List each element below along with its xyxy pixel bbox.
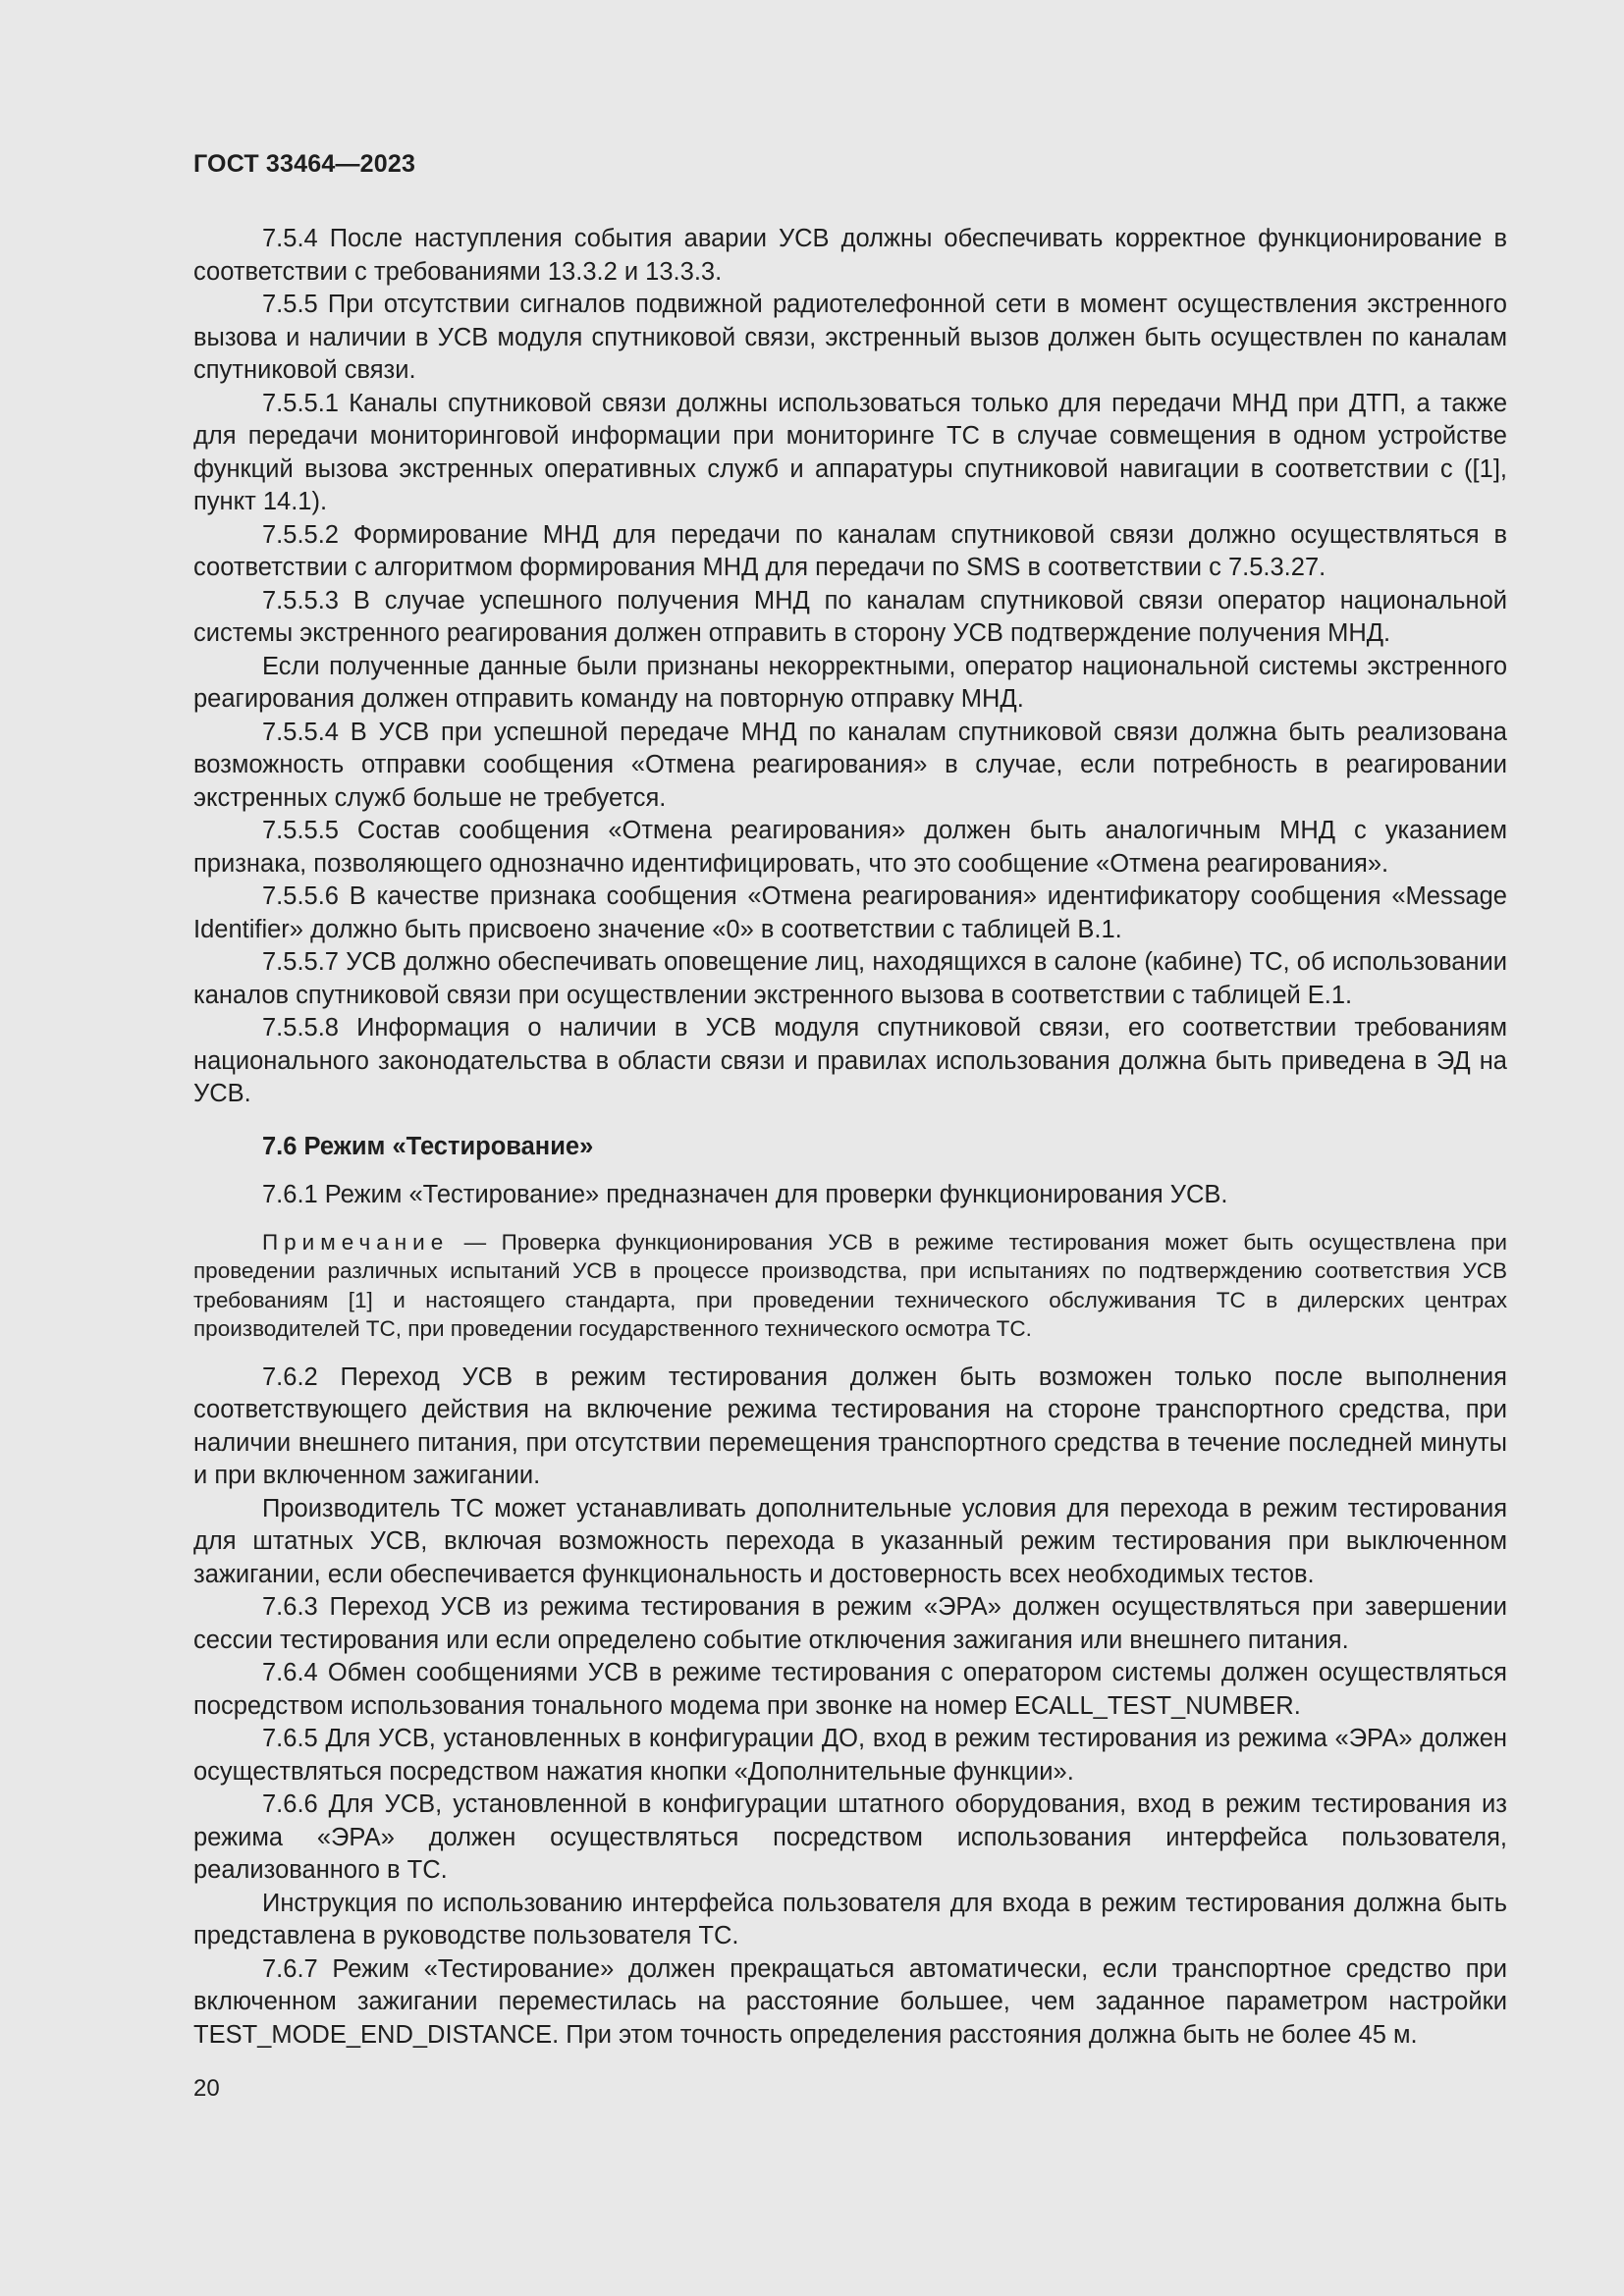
paragraph-7-6-3: 7.6.3 Переход УСВ из режима тестирования в режим «ЭРА» должен осуществляться при завершении сессии тестирования или если определено событие отключения зажигания или внешнего питания. xyxy=(193,1593,1507,1654)
paragraph-7-5-4: 7.5.4 После наступления события аварии УСВ должны обеспечивать корректное функционирование в соответствии с требованиями 13.3.2 и 13.3.3. xyxy=(193,225,1507,286)
paragraph-7-6-6-continued: Инструкция по использованию интерфейса пользователя для входа в режим тестирования должна быть представлена в руководстве пользователя ТС. xyxy=(193,1889,1507,1949)
paragraph-7-5-5-8: 7.5.5.8 Информация о наличии в УСВ модуля спутниковой связи, его соответствии требованиям национального законодательства в области связи и правилах использования должна быть приведена в ЭД на УСВ. xyxy=(193,1014,1507,1107)
paragraph-7-6-2-continued: Производитель ТС может устанавливать дополнительные условия для перехода в режим тестирования для штатных УСВ, включая возможность перехода в указанный режим тестирования при выключенном зажигании, если обеспечивается функциональность и достоверность всех необходимых тестов. xyxy=(193,1494,1507,1588)
paragraph-7-6-7: 7.6.7 Режим «Тестирование» должен прекращаться автоматически, если транспортное средство при включенном зажигании переместилась на расстояние большее, чем заданное параметром настройки TEST_MODE_END_DISTANCE. При этом точность определения расстояния должна быть не более 45 м. xyxy=(193,1954,1507,2049)
note-paragraph xyxy=(193,1228,1507,1344)
paragraph-7-6-4: 7.6.4 Обмен сообщениями УСВ в режиме тестирования с оператором системы должен осуществляться посредством использования тонального модема при звонке на номер ECALL_TEST_NUMBER. xyxy=(193,1659,1507,1720)
paragraph-7-5-5-3: 7.5.5.3 В случае успешного получения МНД по каналам спутниковой связи оператор национальной системы экстренного реагирования должен отправить в сторону УСВ подтверждение получения МНД. xyxy=(193,586,1507,647)
paragraph-7-6-1: 7.6.1 Режим «Тестирование» предназначен для проверки функционирования УСВ. xyxy=(262,1181,1228,1208)
paragraph-7-5-5-2: 7.5.5.2 Формирование МНД для передачи по каналам спутниковой связи должно осуществляться в соответствии с алгоритмом формирования МНД для передачи по SMS в соответствии с 7.5.3.27. xyxy=(193,520,1507,581)
document-body xyxy=(193,223,1507,2052)
note-text: — Проверка функционирования УСВ в режиме тестирования может быть осуществлена при проведении различных испытаний УСВ в процессе производства, при испытаниях по подтверждению соответствия УСВ требованиям [1] и настоящего стандарта, при проведении технического обслуживания ТС в дилерских центрах производителей ТС, при проведении государственного технического осмотра ТС. xyxy=(193,1229,1507,1341)
paragraph-7-6-2: 7.6.2 Переход УСВ в режим тестирования должен быть возможен только после выполнения соответствующего действия на включение режима тестирования на стороне транспортного средства, при наличии внешнего питания, при отсутствии перемещения транспортного средства в течение последней минуты и при включенном зажигании. xyxy=(193,1362,1507,1489)
note-label: Примечание xyxy=(262,1229,450,1255)
paragraph-7-6-5: 7.6.5 Для УСВ, установленных в конфигурации ДО, вход в режим тестирования из режима «ЭРА» должен осуществляться посредством нажатия кнопки «Дополнительные функции». xyxy=(193,1725,1507,1786)
paragraph-7-5-5-5: 7.5.5.5 Состав сообщения «Отмена реагирования» должен быть аналогичным МНД с указанием признака, позволяющего однозначно идентифицировать, что это сообщение «Отмена реагирования». xyxy=(193,817,1507,878)
paragraph-7-5-5-3-continued: Если полученные данные были признаны некорректными, оператор национальной системы экстренного реагирования должен отправить команду на повторную отправку МНД. xyxy=(193,652,1507,713)
paragraph-7-5-5-6: 7.5.5.6 В качестве признака сообщения «Отмена реагирования» идентификатору сообщения «Message Identifier» должно быть присвоено значение «0» в соответствии с таблицей В.1. xyxy=(193,882,1507,943)
document-header: ГОСТ 33464—2023 xyxy=(193,150,416,178)
page-number: 20 xyxy=(193,2075,220,2102)
section-heading-7-6: 7.6 Режим «Тестирование» xyxy=(262,1132,594,1160)
paragraph-7-6-6: 7.6.6 Для УСВ, установленной в конфигурации штатного оборудования, вход в режим тестирования из режима «ЭРА» должен осуществляться посредством использования интерфейса пользователя, реализованного в ТС. xyxy=(193,1790,1507,1884)
paragraph-7-5-5-4: 7.5.5.4 В УСВ при успешной передаче МНД по каналам спутниковой связи должна быть реализована возможность отправки сообщения «Отмена реагирования» в случае, если потребность в реагировании экстренных служб больше не требуется. xyxy=(193,718,1507,812)
paragraph-7-5-5-1: 7.5.5.1 Каналы спутниковой связи должны использоваться только для передачи МНД при ДТП, а также для передачи мониторинговой информации при мониторинге ТС в случае совмещения в одном устройстве функций вызова экстренных оперативных служб и аппаратуры спутниковой навигации в соответствии с ([1], пункт 14.1). xyxy=(193,389,1507,515)
paragraph-7-5-5: 7.5.5 При отсутствии сигналов подвижной радиотелефонной сети в момент осуществления экстренного вызова и наличии в УСВ модуля спутниковой связи, экстренный вызов должен быть осуществлен по каналам спутниковой связи. xyxy=(193,291,1507,384)
paragraph-7-5-5-7: 7.5.5.7 УСВ должно обеспечивать оповещение лиц, находящихся в салоне (кабине) ТС, об использовании каналов спутниковой связи при осуществлении экстренного вызова в соответствии с таблицей Е.1. xyxy=(193,948,1507,1009)
